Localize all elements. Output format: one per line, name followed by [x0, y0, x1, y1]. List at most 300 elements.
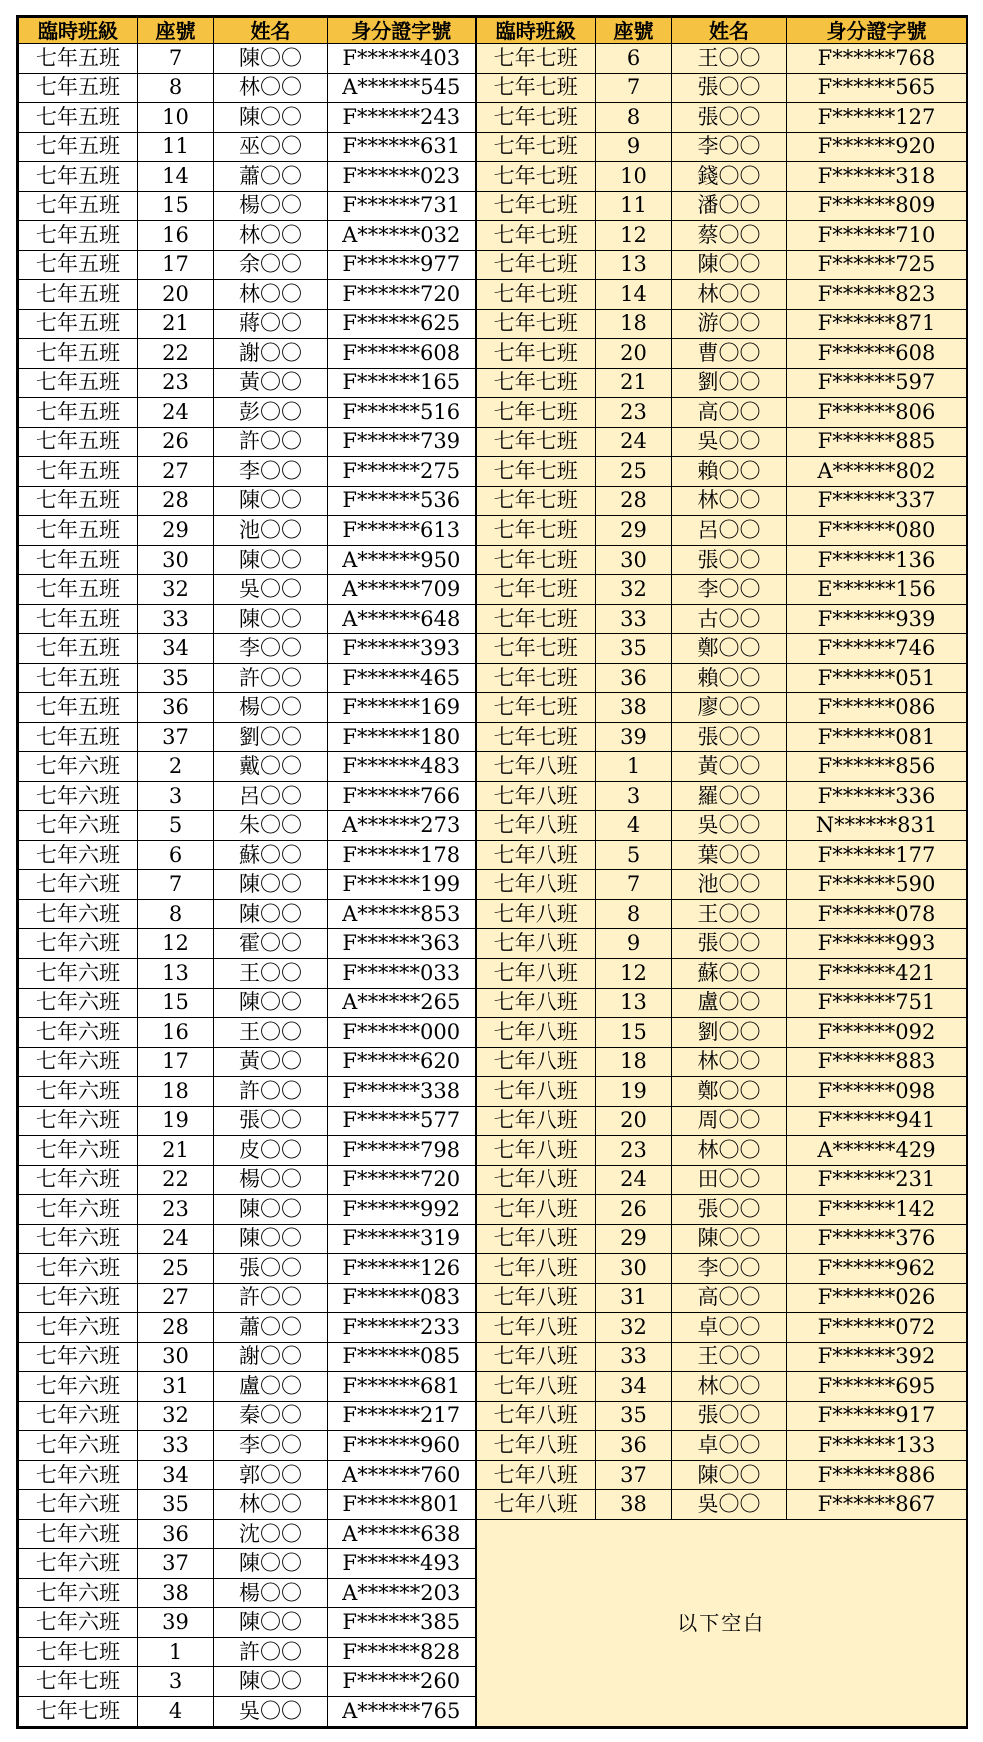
cell-class: 七年八班	[476, 1283, 596, 1313]
cell-seat: 33	[138, 604, 214, 634]
cell-seat: 37	[138, 722, 214, 752]
cell-class: 七年七班	[476, 604, 596, 634]
cell-seat: 9	[596, 929, 672, 959]
cell-class: 七年七班	[476, 250, 596, 280]
cell-id: F******178	[328, 840, 476, 870]
cell-id: F******385	[328, 1608, 476, 1638]
cell-name: 楊〇〇	[214, 1165, 328, 1195]
cell-name: 林〇〇	[214, 73, 328, 103]
cell-seat: 7	[138, 44, 214, 74]
cell-class: 七年八班	[476, 1077, 596, 1107]
cell-class: 七年七班	[476, 368, 596, 398]
cell-seat: 28	[596, 486, 672, 516]
cell-class: 七年五班	[19, 309, 138, 339]
table-row	[19, 929, 967, 959]
cell-name: 池〇〇	[672, 870, 787, 900]
blank-note: 以下空白	[476, 1519, 967, 1726]
table-row	[19, 840, 967, 870]
cell-class: 七年八班	[476, 899, 596, 929]
cell-seat: 29	[596, 516, 672, 546]
cell-class: 七年六班	[19, 1136, 138, 1166]
cell-class: 七年五班	[19, 486, 138, 516]
cell-seat: 32	[138, 575, 214, 605]
cell-seat: 4	[138, 1696, 214, 1726]
cell-seat: 39	[138, 1608, 214, 1638]
cell-class: 七年六班	[19, 1519, 138, 1549]
cell-name: 蕭〇〇	[214, 1313, 328, 1343]
cell-seat: 3	[138, 781, 214, 811]
cell-id: F******231	[787, 1165, 967, 1195]
cell-class: 七年七班	[476, 132, 596, 162]
cell-seat: 20	[596, 1106, 672, 1136]
cell-class: 七年八班	[476, 1342, 596, 1372]
table-row	[19, 752, 967, 782]
cell-seat: 14	[596, 280, 672, 310]
cell-id: F******260	[328, 1667, 476, 1697]
cell-name: 古〇〇	[672, 604, 787, 634]
table-row	[19, 398, 967, 428]
cell-name: 吳〇〇	[672, 1490, 787, 1520]
cell-name: 李〇〇	[672, 132, 787, 162]
cell-class: 七年八班	[476, 958, 596, 988]
cell-id: F******608	[328, 339, 476, 369]
cell-name: 楊〇〇	[214, 1578, 328, 1608]
table-row	[19, 604, 967, 634]
cell-id: F******577	[328, 1106, 476, 1136]
cell-id: F******725	[787, 250, 967, 280]
cell-name: 蘇〇〇	[214, 840, 328, 870]
cell-seat: 36	[596, 663, 672, 693]
cell-class: 七年六班	[19, 1372, 138, 1402]
cell-seat: 38	[596, 1490, 672, 1520]
cell-seat: 35	[138, 1490, 214, 1520]
cell-seat: 12	[596, 221, 672, 251]
cell-id: F******336	[787, 781, 967, 811]
header-seat-left: 座號	[138, 18, 214, 44]
cell-seat: 20	[596, 339, 672, 369]
cell-name: 黃〇〇	[214, 368, 328, 398]
cell-seat: 35	[138, 663, 214, 693]
cell-seat: 11	[596, 191, 672, 221]
cell-name: 陳〇〇	[214, 1549, 328, 1579]
cell-id: A******709	[328, 575, 476, 605]
cell-name: 卓〇〇	[672, 1431, 787, 1461]
cell-seat: 9	[596, 132, 672, 162]
cell-seat: 5	[138, 811, 214, 841]
cell-class: 七年五班	[19, 250, 138, 280]
cell-name: 賴〇〇	[672, 663, 787, 693]
table-row	[19, 958, 967, 988]
cell-id: F******625	[328, 309, 476, 339]
cell-class: 七年七班	[476, 545, 596, 575]
cell-name: 劉〇〇	[672, 1018, 787, 1048]
cell-name: 游〇〇	[672, 309, 787, 339]
cell-class: 七年五班	[19, 280, 138, 310]
cell-name: 蔡〇〇	[672, 221, 787, 251]
table-row	[19, 870, 967, 900]
cell-class: 七年七班	[476, 280, 596, 310]
cell-name: 陳〇〇	[672, 1224, 787, 1254]
table-row	[19, 1372, 967, 1402]
cell-class: 七年七班	[476, 191, 596, 221]
cell-id: F******085	[328, 1342, 476, 1372]
cell-name: 皮〇〇	[214, 1136, 328, 1166]
cell-id: F******023	[328, 162, 476, 192]
cell-seat: 30	[138, 545, 214, 575]
cell-id: F******920	[787, 132, 967, 162]
cell-name: 巫〇〇	[214, 132, 328, 162]
cell-name: 陳〇〇	[214, 899, 328, 929]
cell-seat: 31	[596, 1283, 672, 1313]
cell-class: 七年六班	[19, 958, 138, 988]
roster-body	[19, 44, 967, 1727]
table-row	[19, 1519, 967, 1549]
cell-seat: 1	[596, 752, 672, 782]
cell-name: 陳〇〇	[672, 250, 787, 280]
cell-class: 七年五班	[19, 575, 138, 605]
cell-class: 七年五班	[19, 339, 138, 369]
cell-id: F******098	[787, 1077, 967, 1107]
table-row	[19, 1283, 967, 1313]
cell-id: F******960	[328, 1431, 476, 1461]
table-row	[19, 1195, 967, 1225]
cell-seat: 37	[596, 1460, 672, 1490]
cell-class: 七年五班	[19, 457, 138, 487]
table-row	[19, 1165, 967, 1195]
cell-id: F******363	[328, 929, 476, 959]
cell-id: F******392	[787, 1342, 967, 1372]
cell-class: 七年八班	[476, 1490, 596, 1520]
table-row	[19, 457, 967, 487]
cell-name: 楊〇〇	[214, 693, 328, 723]
cell-seat: 29	[596, 1224, 672, 1254]
cell-class: 七年六班	[19, 1224, 138, 1254]
cell-seat: 5	[596, 840, 672, 870]
cell-name: 霍〇〇	[214, 929, 328, 959]
cell-class: 七年六班	[19, 1342, 138, 1372]
cell-class: 七年五班	[19, 221, 138, 251]
cell-class: 七年五班	[19, 545, 138, 575]
cell-name: 吳〇〇	[672, 427, 787, 457]
cell-name: 林〇〇	[214, 221, 328, 251]
cell-name: 陳〇〇	[214, 44, 328, 74]
cell-id: F******092	[787, 1018, 967, 1048]
cell-name: 高〇〇	[672, 398, 787, 428]
cell-seat: 30	[596, 1254, 672, 1284]
cell-id: F******465	[328, 663, 476, 693]
cell-name: 李〇〇	[672, 575, 787, 605]
cell-seat: 22	[138, 339, 214, 369]
cell-class: 七年八班	[476, 1018, 596, 1048]
cell-class: 七年六班	[19, 1313, 138, 1343]
cell-class: 七年六班	[19, 1431, 138, 1461]
cell-class: 七年七班	[476, 162, 596, 192]
table-row	[19, 1077, 967, 1107]
table-row	[19, 132, 967, 162]
cell-id: A******273	[328, 811, 476, 841]
cell-id: F******081	[787, 722, 967, 752]
cell-class: 七年六班	[19, 1195, 138, 1225]
cell-seat: 30	[138, 1342, 214, 1372]
cell-class: 七年八班	[476, 1460, 596, 1490]
cell-id: F******590	[787, 870, 967, 900]
header-id-right: 身分證字號	[787, 18, 967, 44]
cell-class: 七年五班	[19, 427, 138, 457]
cell-id: A******638	[328, 1519, 476, 1549]
cell-seat: 29	[138, 516, 214, 546]
cell-class: 七年五班	[19, 162, 138, 192]
cell-seat: 38	[596, 693, 672, 723]
cell-id: F******243	[328, 103, 476, 133]
table-row	[19, 634, 967, 664]
cell-id: A******765	[328, 1696, 476, 1726]
cell-seat: 7	[596, 73, 672, 103]
cell-seat: 32	[138, 1401, 214, 1431]
cell-name: 戴〇〇	[214, 752, 328, 782]
cell-seat: 7	[596, 870, 672, 900]
cell-class: 七年六班	[19, 1608, 138, 1638]
cell-id: F******681	[328, 1372, 476, 1402]
cell-seat: 15	[138, 988, 214, 1018]
cell-name: 林〇〇	[672, 1372, 787, 1402]
cell-id: A******032	[328, 221, 476, 251]
cell-name: 李〇〇	[214, 457, 328, 487]
cell-name: 賴〇〇	[672, 457, 787, 487]
cell-id: F******337	[787, 486, 967, 516]
cell-name: 陳〇〇	[214, 988, 328, 1018]
cell-class: 七年七班	[476, 516, 596, 546]
cell-id: F******992	[328, 1195, 476, 1225]
cell-name: 李〇〇	[672, 1254, 787, 1284]
table-row	[19, 663, 967, 693]
cell-seat: 10	[596, 162, 672, 192]
cell-class: 七年八班	[476, 1313, 596, 1343]
cell-name: 池〇〇	[214, 516, 328, 546]
cell-seat: 36	[138, 1519, 214, 1549]
cell-class: 七年六班	[19, 1401, 138, 1431]
cell-seat: 16	[138, 1018, 214, 1048]
table-row	[19, 1342, 967, 1372]
cell-class: 七年七班	[476, 73, 596, 103]
cell-seat: 34	[596, 1372, 672, 1402]
cell-id: F******828	[328, 1637, 476, 1667]
cell-seat: 18	[596, 1047, 672, 1077]
cell-seat: 18	[138, 1077, 214, 1107]
cell-id: F******739	[328, 427, 476, 457]
cell-class: 七年五班	[19, 368, 138, 398]
cell-id: F******867	[787, 1490, 967, 1520]
cell-class: 七年七班	[476, 722, 596, 752]
cell-seat: 12	[596, 958, 672, 988]
cell-id: F******080	[787, 516, 967, 546]
cell-id: F******536	[328, 486, 476, 516]
cell-name: 蔣〇〇	[214, 309, 328, 339]
cell-id: F******941	[787, 1106, 967, 1136]
table-row	[19, 899, 967, 929]
table-row	[19, 309, 967, 339]
cell-class: 七年六班	[19, 752, 138, 782]
cell-class: 七年八班	[476, 1165, 596, 1195]
cell-name: 張〇〇	[672, 103, 787, 133]
cell-id: F******768	[787, 44, 967, 74]
cell-seat: 19	[138, 1106, 214, 1136]
cell-id: F******072	[787, 1313, 967, 1343]
cell-name: 劉〇〇	[672, 368, 787, 398]
cell-id: F******275	[328, 457, 476, 487]
cell-class: 七年六班	[19, 1165, 138, 1195]
cell-id: F******338	[328, 1077, 476, 1107]
cell-class: 七年七班	[476, 398, 596, 428]
cell-id: F******710	[787, 221, 967, 251]
header-name-left: 姓名	[214, 18, 328, 44]
cell-id: F******403	[328, 44, 476, 74]
cell-name: 陳〇〇	[214, 604, 328, 634]
cell-id: N******831	[787, 811, 967, 841]
cell-id: F******695	[787, 1372, 967, 1402]
cell-class: 七年七班	[476, 103, 596, 133]
cell-name: 陳〇〇	[672, 1460, 787, 1490]
cell-seat: 21	[138, 1136, 214, 1166]
cell-class: 七年八班	[476, 781, 596, 811]
cell-id: F******126	[328, 1254, 476, 1284]
cell-seat: 32	[596, 575, 672, 605]
cell-id: F******720	[328, 280, 476, 310]
table-row	[19, 486, 967, 516]
cell-seat: 8	[596, 899, 672, 929]
cell-id: F******871	[787, 309, 967, 339]
table-row	[19, 44, 967, 74]
table-row	[19, 1490, 967, 1520]
cell-name: 張〇〇	[672, 722, 787, 752]
cell-seat: 4	[596, 811, 672, 841]
cell-class: 七年八班	[476, 752, 596, 782]
cell-id: F******493	[328, 1549, 476, 1579]
cell-class: 七年八班	[476, 1195, 596, 1225]
cell-id: A******950	[328, 545, 476, 575]
cell-id: F******319	[328, 1224, 476, 1254]
cell-seat: 2	[138, 752, 214, 782]
cell-seat: 6	[596, 44, 672, 74]
cell-seat: 3	[138, 1667, 214, 1697]
cell-seat: 1	[138, 1637, 214, 1667]
cell-id: F******376	[787, 1224, 967, 1254]
cell-seat: 38	[138, 1578, 214, 1608]
cell-name: 王〇〇	[214, 1018, 328, 1048]
cell-seat: 17	[138, 1047, 214, 1077]
cell-seat: 33	[596, 604, 672, 634]
cell-id: F******026	[787, 1283, 967, 1313]
cell-seat: 18	[596, 309, 672, 339]
cell-name: 鄭〇〇	[672, 1077, 787, 1107]
cell-name: 陳〇〇	[214, 1608, 328, 1638]
table-row	[19, 1460, 967, 1490]
table-row	[19, 339, 967, 369]
cell-name: 高〇〇	[672, 1283, 787, 1313]
cell-seat: 39	[596, 722, 672, 752]
cell-name: 陳〇〇	[214, 486, 328, 516]
cell-seat: 21	[138, 309, 214, 339]
cell-id: F******883	[787, 1047, 967, 1077]
cell-seat: 30	[596, 545, 672, 575]
cell-id: F******516	[328, 398, 476, 428]
cell-name: 朱〇〇	[214, 811, 328, 841]
cell-class: 七年八班	[476, 1224, 596, 1254]
cell-seat: 3	[596, 781, 672, 811]
cell-class: 七年七班	[476, 634, 596, 664]
table-row	[19, 1431, 967, 1461]
cell-seat: 8	[138, 73, 214, 103]
cell-name: 鄭〇〇	[672, 634, 787, 664]
cell-class: 七年五班	[19, 516, 138, 546]
cell-id: F******939	[787, 604, 967, 634]
table-row	[19, 722, 967, 752]
cell-id: F******169	[328, 693, 476, 723]
cell-class: 七年八班	[476, 1431, 596, 1461]
cell-name: 吳〇〇	[672, 811, 787, 841]
cell-class: 七年八班	[476, 1136, 596, 1166]
cell-name: 許〇〇	[214, 1283, 328, 1313]
cell-class: 七年六班	[19, 1549, 138, 1579]
cell-seat: 22	[138, 1165, 214, 1195]
cell-seat: 28	[138, 486, 214, 516]
cell-seat: 24	[138, 1224, 214, 1254]
cell-seat: 37	[138, 1549, 214, 1579]
cell-seat: 20	[138, 280, 214, 310]
cell-class: 七年八班	[476, 1047, 596, 1077]
table-row	[19, 73, 967, 103]
cell-class: 七年六班	[19, 811, 138, 841]
table-row	[19, 191, 967, 221]
cell-id: A******545	[328, 73, 476, 103]
cell-name: 許〇〇	[214, 1637, 328, 1667]
cell-name: 張〇〇	[672, 929, 787, 959]
cell-id: F******993	[787, 929, 967, 959]
cell-id: F******766	[328, 781, 476, 811]
cell-seat: 13	[596, 250, 672, 280]
cell-class: 七年八班	[476, 1254, 596, 1284]
cell-seat: 34	[138, 1460, 214, 1490]
cell-id: F******421	[787, 958, 967, 988]
cell-name: 曹〇〇	[672, 339, 787, 369]
cell-seat: 21	[596, 368, 672, 398]
cell-class: 七年七班	[476, 309, 596, 339]
cell-seat: 35	[596, 634, 672, 664]
cell-id: F******613	[328, 516, 476, 546]
cell-id: F******801	[328, 1490, 476, 1520]
cell-seat: 23	[596, 1136, 672, 1166]
cell-seat: 27	[138, 457, 214, 487]
cell-id: A******265	[328, 988, 476, 1018]
cell-class: 七年五班	[19, 132, 138, 162]
cell-id: F******136	[787, 545, 967, 575]
cell-id: F******565	[787, 73, 967, 103]
cell-name: 田〇〇	[672, 1165, 787, 1195]
cell-id: A******203	[328, 1578, 476, 1608]
cell-seat: 14	[138, 162, 214, 192]
header-row	[19, 18, 967, 44]
cell-class: 七年五班	[19, 191, 138, 221]
cell-class: 七年七班	[476, 486, 596, 516]
cell-seat: 19	[596, 1077, 672, 1107]
table-row	[19, 781, 967, 811]
cell-class: 七年六班	[19, 899, 138, 929]
cell-name: 林〇〇	[672, 486, 787, 516]
cell-id: F******608	[787, 339, 967, 369]
table-row	[19, 1254, 967, 1284]
cell-id: F******483	[328, 752, 476, 782]
cell-id: F******917	[787, 1401, 967, 1431]
table-row	[19, 1018, 967, 1048]
